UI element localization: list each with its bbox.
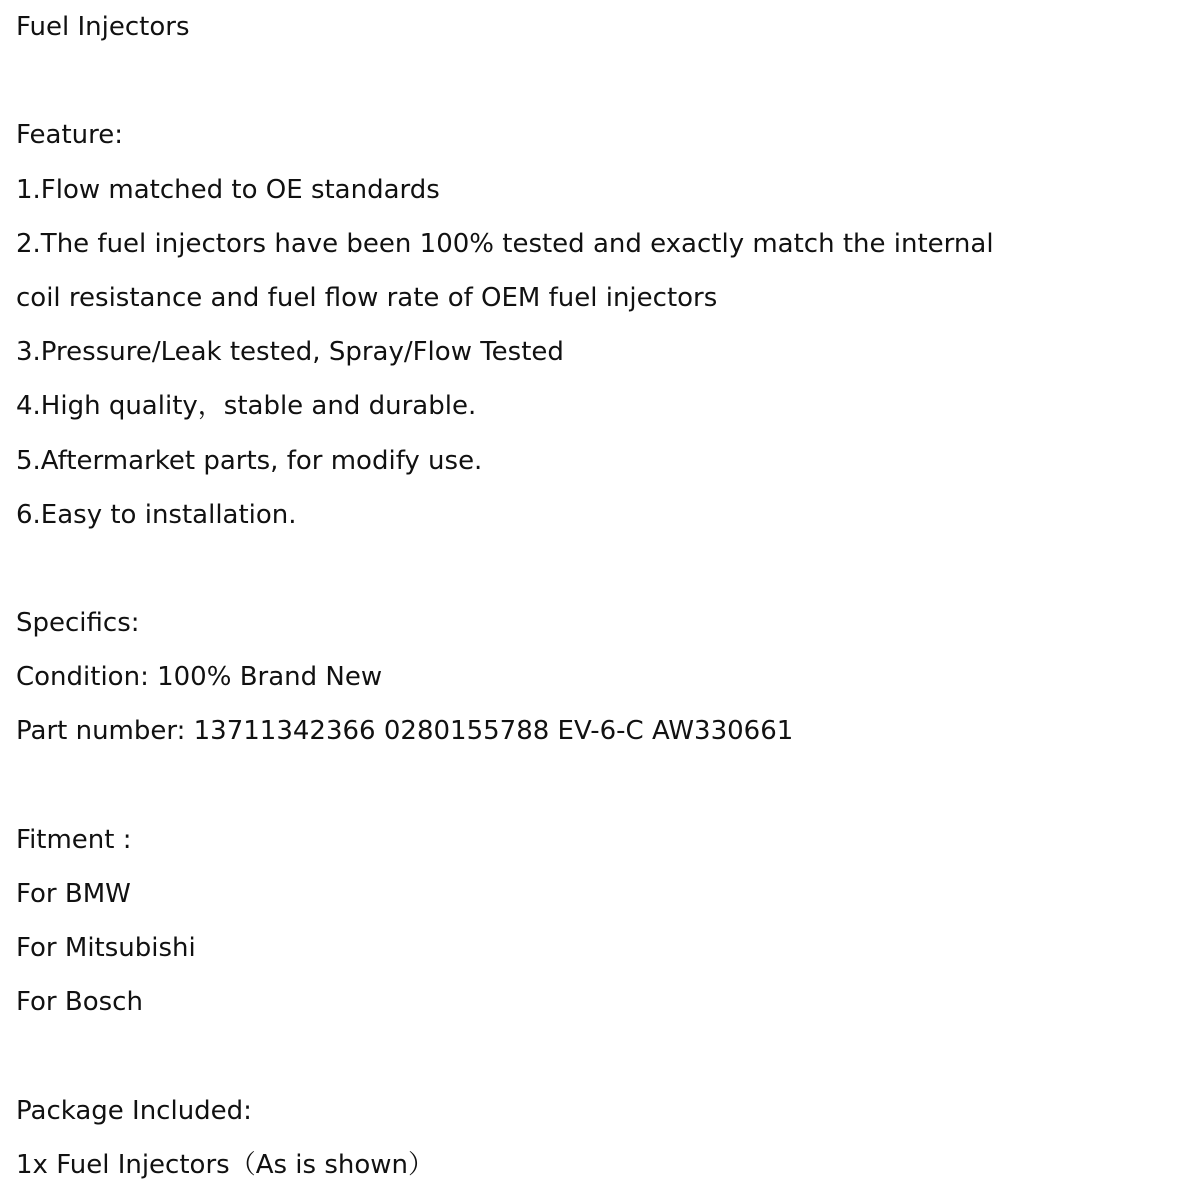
fitment-heading: Fitment : [16,824,132,855]
package-item: 1x Fuel Injectors（As is shown） [16,1149,434,1180]
feature-item: coil resistance and fuel flow rate of OEM fuel injectors [16,282,718,313]
fitment-item: For Mitsubishi [16,933,196,964]
feature-heading: Feature: [16,120,124,151]
feature-item: 1.Flow matched to OE standards [16,174,440,205]
feature-item: 4.High quality，stable and durable. [16,391,477,422]
condition-text: Condition: 100% Brand New [16,662,383,693]
fitment-item: For Bosch [16,987,143,1018]
package-heading: Package Included: [16,1095,252,1126]
feature-item: 5.Aftermarket parts, for modify use. [16,445,483,476]
part-number-text: Part number: 13711342366 0280155788 EV-6-C AW330661 [16,716,794,747]
spacer [16,1030,1186,1084]
specifics-heading: Specifics: [16,608,140,639]
spacer [16,542,1186,596]
spacer [16,54,1186,108]
spacer [16,759,1186,813]
product-description [16,0,1186,1192]
feature-item: 2.The fuel injectors have been 100% tested and exactly match the internal [16,228,994,259]
feature-item: 6.Easy to installation. [16,499,297,530]
fitment-item: For BMW [16,879,131,909]
feature-item: 3.Pressure/Leak tested, Spray/Flow Tested [16,337,564,368]
page-title: Fuel Injectors [16,12,190,42]
